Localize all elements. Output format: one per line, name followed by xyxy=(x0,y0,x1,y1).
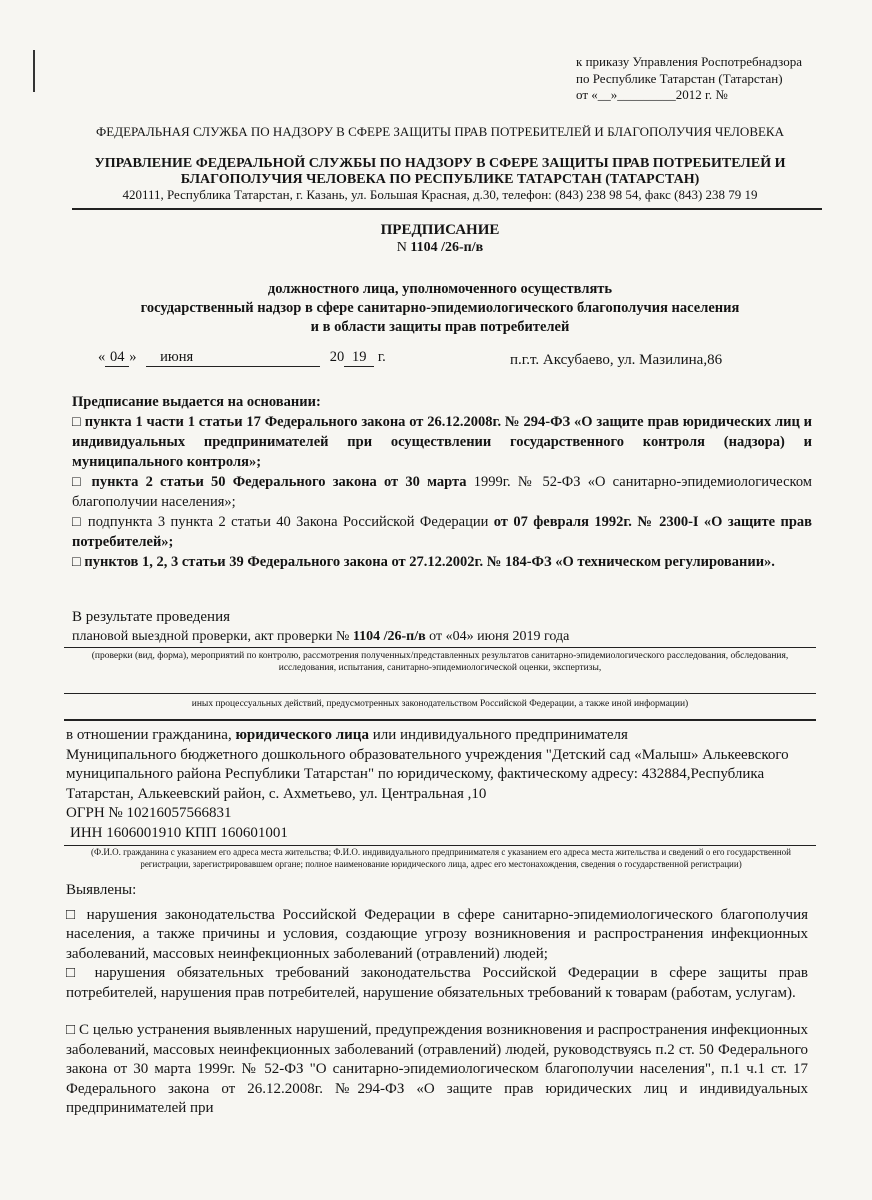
inspection-type: плановой выездной проверки, акт проверки № xyxy=(72,629,353,644)
document-number-prefix: N xyxy=(396,240,411,255)
inspection-underline xyxy=(64,647,816,648)
date-year-prefix: 20 xyxy=(329,349,345,365)
findings-item-3: □ С целью устранения выявленных нарушений, предупреждения возникновения и распространения инфекционных заболеваний, массовых неинфекционных заболеваний (отравлений) людей, руководствуясь п.2 ст. 50 Федерального закона от 30 марта 1999г. № 52-ФЗ "О санитарно-эпидемиологическом благополучии населения", п.1 ч.1 ст. 17 Федерального закона от 26.12.2008г. №294-ФЗ «О защите прав юридических лиц и индивидуальных предпринимателей при xyxy=(66,1022,808,1116)
subject-underline xyxy=(64,845,816,846)
basis-item-4: □ пунктов 1, 2, 3 статьи 39 Федерального закона от 27.12.2002г. № 184-ФЗ «О техническом регулировании». xyxy=(72,554,775,570)
date-close-quote: » xyxy=(129,349,137,365)
basis-item-2 xyxy=(72,472,812,512)
date-open-quote: « xyxy=(98,349,106,365)
subject-section xyxy=(66,726,806,843)
subject-inn-kpp: ИНН 1606001910 КПП 160601001 xyxy=(70,824,288,841)
basis-item-2-bold: □ пункта 2 статьи 50 Федерального закона от 30 марта xyxy=(72,474,467,490)
inspection-line xyxy=(72,629,569,645)
date-year-unit: г. xyxy=(374,349,386,365)
findings-item-1: □ нарушения законодательства Российской Федерации в сфере санитарно-эпидемиологического благополучия населения, а также причины и условия, создающие угрозу возникновения и распространения инфекционных заболеваний, массовых неинфекционных заболеваний (отравлений) людей; xyxy=(66,906,808,962)
issue-date xyxy=(98,349,386,367)
official-description xyxy=(60,280,820,337)
basis-item-2-rest: 1999г. № 52-ФЗ «О санитарно-эпидемиологическом благополучии населения»; xyxy=(72,474,812,510)
findings-heading: Выявлены: xyxy=(66,882,137,898)
findings-section xyxy=(66,881,808,1119)
document-title: ПРЕДПИСАНИЕ xyxy=(380,222,500,238)
order-reference-line1: к приказу Управления Роспотребнадзора xyxy=(576,54,802,69)
basis-section xyxy=(72,392,812,572)
inspection-intro: В результате проведения xyxy=(72,609,230,625)
inspection-date: от «04» июня 2019 года xyxy=(425,629,570,644)
basis-item-3-bold: от 07 февраля 1992г. № 2300-I «О защите прав потребителей»; xyxy=(72,514,812,550)
inspection-note-1: (проверки (вид, форма), мероприятий по контролю, рассмотрения полученных/представленных результатов санитарно-эпидемиологического расследования, обследования, исследования, испытания, санитарно-эпидемиологической оценки, экспертизы, xyxy=(91,651,789,673)
findings-item-2: □ нарушения обязательных требований законодательства Российской Федерации в сфере защиты прав потребителей, нарушения прав потребителей, нарушение обязательных требований к товарам (работам, услугам). xyxy=(66,965,808,1001)
date-day: 04 xyxy=(105,349,129,367)
header-divider xyxy=(72,208,822,210)
subject-lead-bold: юридического лица xyxy=(235,727,369,743)
order-reference-line3: от «__»_________2012 г. № xyxy=(576,87,728,102)
basis-item-3 xyxy=(72,512,812,552)
basis-item-1: □ пункта 1 части 1 статьи 17 Федерального закона от 26.12.2008г. № 294-ФЗ «О защите прав юридических лиц и индивидуальных предпринимателей при осуществлении государственного контроля (надзора) и муниципального контроля»; xyxy=(72,414,812,470)
official-line3: и в области защиты прав потребителей xyxy=(310,319,570,335)
document-number xyxy=(60,240,820,256)
subject-lead xyxy=(66,726,806,746)
basis-heading: Предписание выдается на основании: xyxy=(72,394,321,410)
date-year-suffix: 19 xyxy=(344,349,374,367)
inspection-divider xyxy=(64,719,816,721)
agency-address: 420111, Республика Татарстан, г. Казань, ул. Большая Красная, д.30, телефон: (843) 238 98 54, факс (843) 238 79 19 xyxy=(122,187,758,202)
agency-regional-name: УПРАВЛЕНИЕ ФЕДЕРАЛЬНОЙ СЛУЖБЫ ПО НАДЗОРУ В СФЕРЕ ЗАЩИТЫ ПРАВ ПОТРЕБИТЕЛЕЙ И БЛАГОПОЛУЧИЯ ЧЕЛОВЕКА ПО РЕСПУБЛИКЕ ТАТАРСТАН (ТАТАРСТАН) xyxy=(94,156,786,187)
order-reference-line2: по Республике Татарстан (Татарстан) xyxy=(576,70,783,86)
subject-ogrn: ОГРН № 10216057566831 xyxy=(66,805,232,821)
inspection-act-number: 1104 /26-п/в xyxy=(352,629,426,644)
official-line2: государственный надзор в сфере санитарно-эпидемиологического благополучия населения xyxy=(140,300,740,316)
official-line1: должностного лица, уполномоченного осуществлять xyxy=(267,281,613,297)
subject-lead-end: или индивидуального предпринимателя xyxy=(368,727,628,743)
subject-name: Муниципального бюджетного дошкольного образовательного учреждения "Детский сад «Малыш» Алькеевского муниципального района Республики Татарстан" по юридическому, фактическому адресу: 432884,Республика Татарстан, Алькеевский район, с. Ахметьево, ул. Центральная ,10 xyxy=(66,746,789,802)
order-reference xyxy=(576,54,802,104)
date-month: июня xyxy=(146,349,320,367)
subject-lead-start: в отношении гражданина, xyxy=(66,727,236,743)
inspection-blank-line xyxy=(64,693,816,694)
basis-item-3-start: □ подпункта 3 пункта 2 статьи 40 Закона Российской Федерации xyxy=(72,514,494,530)
margin-pen-mark xyxy=(33,50,35,92)
subject-note: (Ф.И.О. гражданина с указанием его адреса места жительства; Ф.И.О. индивидуального предпринимателя с указанием его адреса места жительства и сведений о его государственной регистрации, зарегистрировавшем органе; полное наименование юридического лица, адрес его местонахождения, сведения о государственной регистрации) xyxy=(91,847,791,869)
issue-place: п.г.т. Аксубаево, ул. Мазилина,86 xyxy=(510,352,723,368)
inspection-note-2: иных процессуальных действий, предусмотренных законодательством Российской Федерации, а также иной информации) xyxy=(191,699,689,709)
agency-federal-name: ФЕДЕРАЛЬНАЯ СЛУЖБА ПО НАДЗОРУ В СФЕРЕ ЗАЩИТЫ ПРАВ ПОТРЕБИТЕЛЕЙ И БЛАГОПОЛУЧИЯ ЧЕЛОВЕКА xyxy=(96,124,784,139)
document-number-value: 1104 /26-п/в xyxy=(410,240,484,255)
